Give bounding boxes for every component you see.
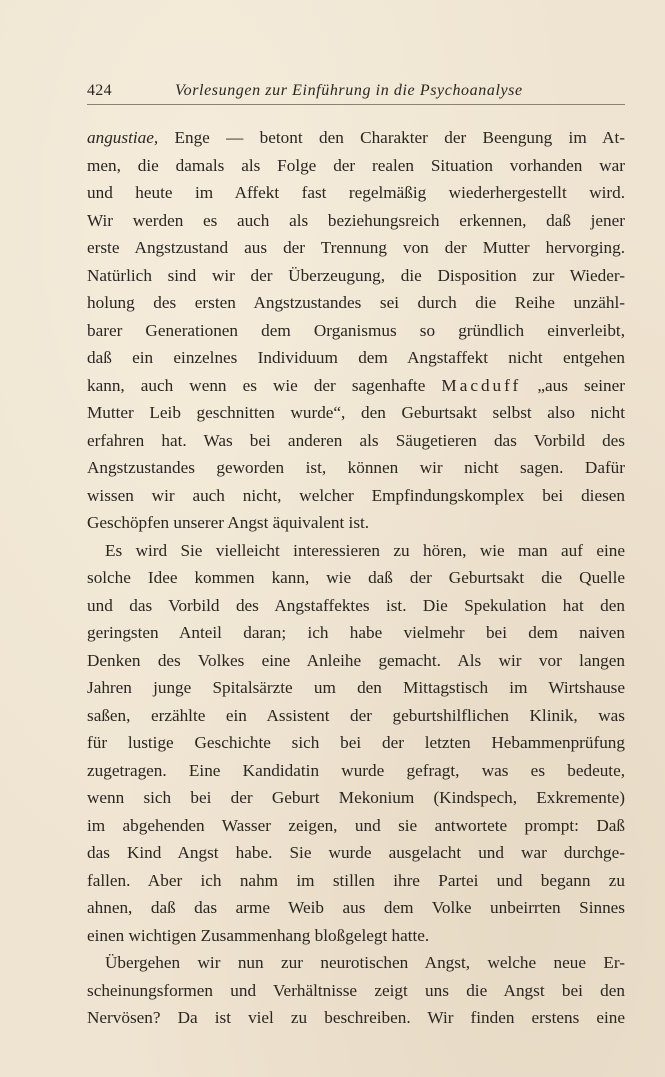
text-line: saßen, erzählte ein Assistent der geburtshilflichen Klinik, was [87, 705, 625, 725]
text-line: im abgehenden Wasser zeigen, und sie antwortete prompt: Daß [87, 815, 625, 835]
text-segment: kann, auch wenn es wie der sagenhafte [87, 375, 442, 395]
text-line: Jahren junge Spitalsärzte um den Mittagstisch im Wirtshause [87, 678, 625, 697]
running-title: Vorlesungen zur Einführung in die Psychoanalyse [175, 82, 523, 99]
text-line [87, 372, 625, 400]
text-line: Natürlich sind wir der Überzeugung, die Disposition zur Wieder- [87, 265, 625, 285]
running-head [87, 78, 627, 104]
body-text [87, 124, 625, 1032]
text-segment: „aus seiner [521, 375, 625, 395]
text-line: Mutter Leib geschnitten wurde“, den Geburtsakt selbst also nicht [87, 403, 625, 422]
text-line: erfahren hat. Was bei anderen als Säugetieren das Vorbild des [87, 430, 625, 450]
text-line: wissen wir auch nicht, welcher Empfindungskomplex bei diesen [87, 485, 625, 505]
text-line: solche Idee kommen kann, wie daß der Geburtsakt die Quelle [87, 568, 625, 587]
text-line: einen wichtigen Zusammenhang bloßgelegt hatte. [87, 925, 430, 945]
text-line: wenn sich bei der Geburt Mekonium (Kindspech, Exkremente) [87, 788, 625, 807]
text-line: scheinungsformen und Verhältnisse zeigt uns die Angst bei den [87, 980, 625, 1000]
text-line: und das Vorbild des Angstaffektes ist. Die Spekulation hat den [87, 595, 625, 615]
text-line: das Kind Angst habe. Sie wurde ausgelacht und war durchge- [87, 843, 625, 862]
spaced-name: Macduff [441, 375, 522, 395]
text-line: geringsten Anteil daran; ich habe vielmehr bei dem naiven [87, 623, 625, 642]
text-line: Geschöpfen unserer Angst äquivalent ist. [87, 513, 370, 532]
italic-term: angustiae, [87, 128, 159, 147]
text-line: Denken des Volkes eine Anleihe gemacht. Als wir vor langen [87, 650, 625, 670]
text-line: Nervösen? Da ist viel zu beschreiben. Wir finden erstens eine [87, 1008, 625, 1027]
text-line: erste Angstzustand aus der Trennung von der Mutter hervorging. [87, 238, 625, 257]
text-line: und heute im Affekt fast regelmäßig wiederhergestellt wird. [87, 183, 625, 202]
text-line: fallen. Aber ich nahm im stillen ihre Partei und begann zu [87, 870, 625, 890]
text-line: daß ein einzelnes Individuum dem Angstaffekt nicht entgehen [87, 348, 625, 367]
text-line: men, die damals als Folge der realen Situation vorhanden war [87, 155, 625, 175]
text-line: Übergehen wir nun zur neurotischen Angst, welche neue Er- [105, 953, 625, 972]
text-line: Angstzustandes geworden ist, können wir nicht sagen. Dafür [87, 458, 625, 477]
text-line: Es wird Sie vielleicht interessieren zu hören, wie man auf eine [105, 540, 625, 560]
text-line: barer Generationen dem Organismus so gründlich einverleibt, [87, 320, 625, 340]
text-line: zugetragen. Eine Kandidatin wurde gefragt, was es bedeute, [87, 760, 625, 780]
text-line: ahnen, daß das arme Weib aus dem Volke unbeirrten Sinnes [87, 898, 625, 917]
text-line: holung des ersten Angstzustandes sei durch die Reihe unzähl- [87, 293, 625, 312]
text-line: Wir werden es auch als beziehungsreich erkennen, daß jener [87, 210, 625, 230]
text-line [87, 124, 625, 152]
page-number: 424 [87, 82, 112, 99]
text-line: für lustige Geschichte sich bei der letzten Hebammenprüfung [87, 733, 625, 752]
header-rule [87, 104, 625, 105]
text-segment: Enge — betont den Charakter der Beengung im At- [158, 128, 625, 147]
